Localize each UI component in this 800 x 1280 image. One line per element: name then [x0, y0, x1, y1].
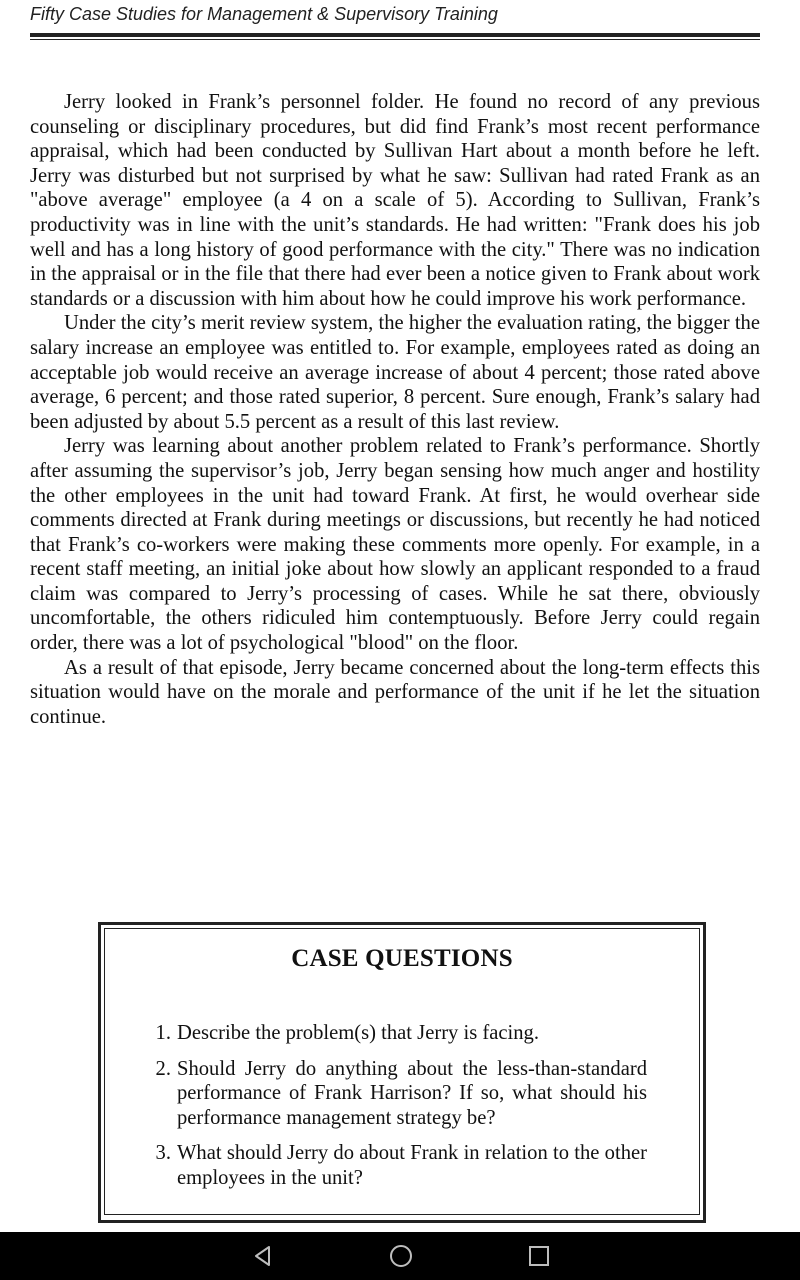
back-button[interactable] — [251, 1243, 277, 1269]
question-number: 2. — [155, 1057, 171, 1080]
paragraph: Jerry looked in Frank’s personnel folder. He found no record of any previous counseling or disciplinary procedures, but did find Frank’s most recent performance appraisal, which had been conducted by Sullivan Hart about a month before he left. Jerry was disturbed but not surprised by what he saw: Sullivan had rated Frank as an "above average" employee (a 4 on a scale of 5). According to Sullivan, Frank’s productivity was in line with the unit’s standards. He had written: "Frank does his job well and has a long history of good performance with the city." There was no indication in the appraisal or in the file that there had ever been a notice given to Frank about work standards or a discussion with him about how he could improve his work performance. — [30, 91, 760, 310]
question-item — [139, 1057, 647, 1131]
question-list — [139, 1021, 647, 1202]
book-title: Fifty Case Studies for Management & Supervisory Training — [30, 4, 498, 24]
question-text: What should Jerry do about Frank in relation to the other employees in the unit? — [177, 1142, 647, 1189]
system-navigation-bar — [0, 1232, 800, 1280]
paragraph: Under the city’s merit review system, the higher the evaluation rating, the bigger the salary increase an employee was entitled to. For example, employees rated as doing an acceptable job would receive an average increase of about 4 percent; those rated above average, 6 percent; and those rated superior, 8 percent. Sure enough, Frank’s salary had been adjusted by about 5.5 percent as a result of this last review. — [30, 312, 760, 433]
question-item — [139, 1141, 647, 1190]
recent-apps-square-icon — [526, 1243, 552, 1269]
question-text: Should Jerry do anything about the less-than-standard performance of Frank Harrison? If so, what should his performance management strategy be? — [177, 1057, 647, 1129]
page-header — [30, 2, 760, 26]
back-triangle-icon — [251, 1243, 277, 1269]
case-questions-inner-frame — [104, 928, 700, 1215]
paragraph: Jerry was learning about another problem related to Frank’s performance. Shortly after assuming the supervisor’s job, Jerry began sensing how much anger and hostility the other employees in the unit had toward Frank. At first, he would overhear side comments directed at Frank during meetings or discussions, but recently he had noticed that Frank’s co-workers were making these comments more openly. For example, in a recent staff meeting, an initial joke about how slowly an applicant responded to a fraud claim was compared to Jerry’s processing of cases. While he sat there, obviously uncomfortable, the others ridiculed him contemptuously. Before Jerry could regain order, there was a lot of psychological "blood" on the floor. — [30, 435, 760, 655]
question-item — [139, 1021, 647, 1046]
question-number: 3. — [155, 1142, 171, 1165]
header-rule-thick — [30, 33, 760, 37]
question-text: Describe the problem(s) that Jerry is facing. — [177, 1022, 539, 1044]
body-text — [30, 90, 760, 729]
case-questions-box — [98, 922, 706, 1223]
recent-apps-button[interactable] — [526, 1243, 552, 1269]
paragraph: As a result of that episode, Jerry became concerned about the long-term effects this situation would have on the morale and performance of the unit if he let the situation continue. — [30, 656, 760, 728]
header-rule-thin — [30, 39, 760, 40]
home-circle-icon — [388, 1243, 414, 1269]
case-questions-title: CASE QUESTIONS — [291, 945, 513, 972]
home-button[interactable] — [388, 1243, 414, 1269]
question-number: 1. — [155, 1022, 171, 1044]
